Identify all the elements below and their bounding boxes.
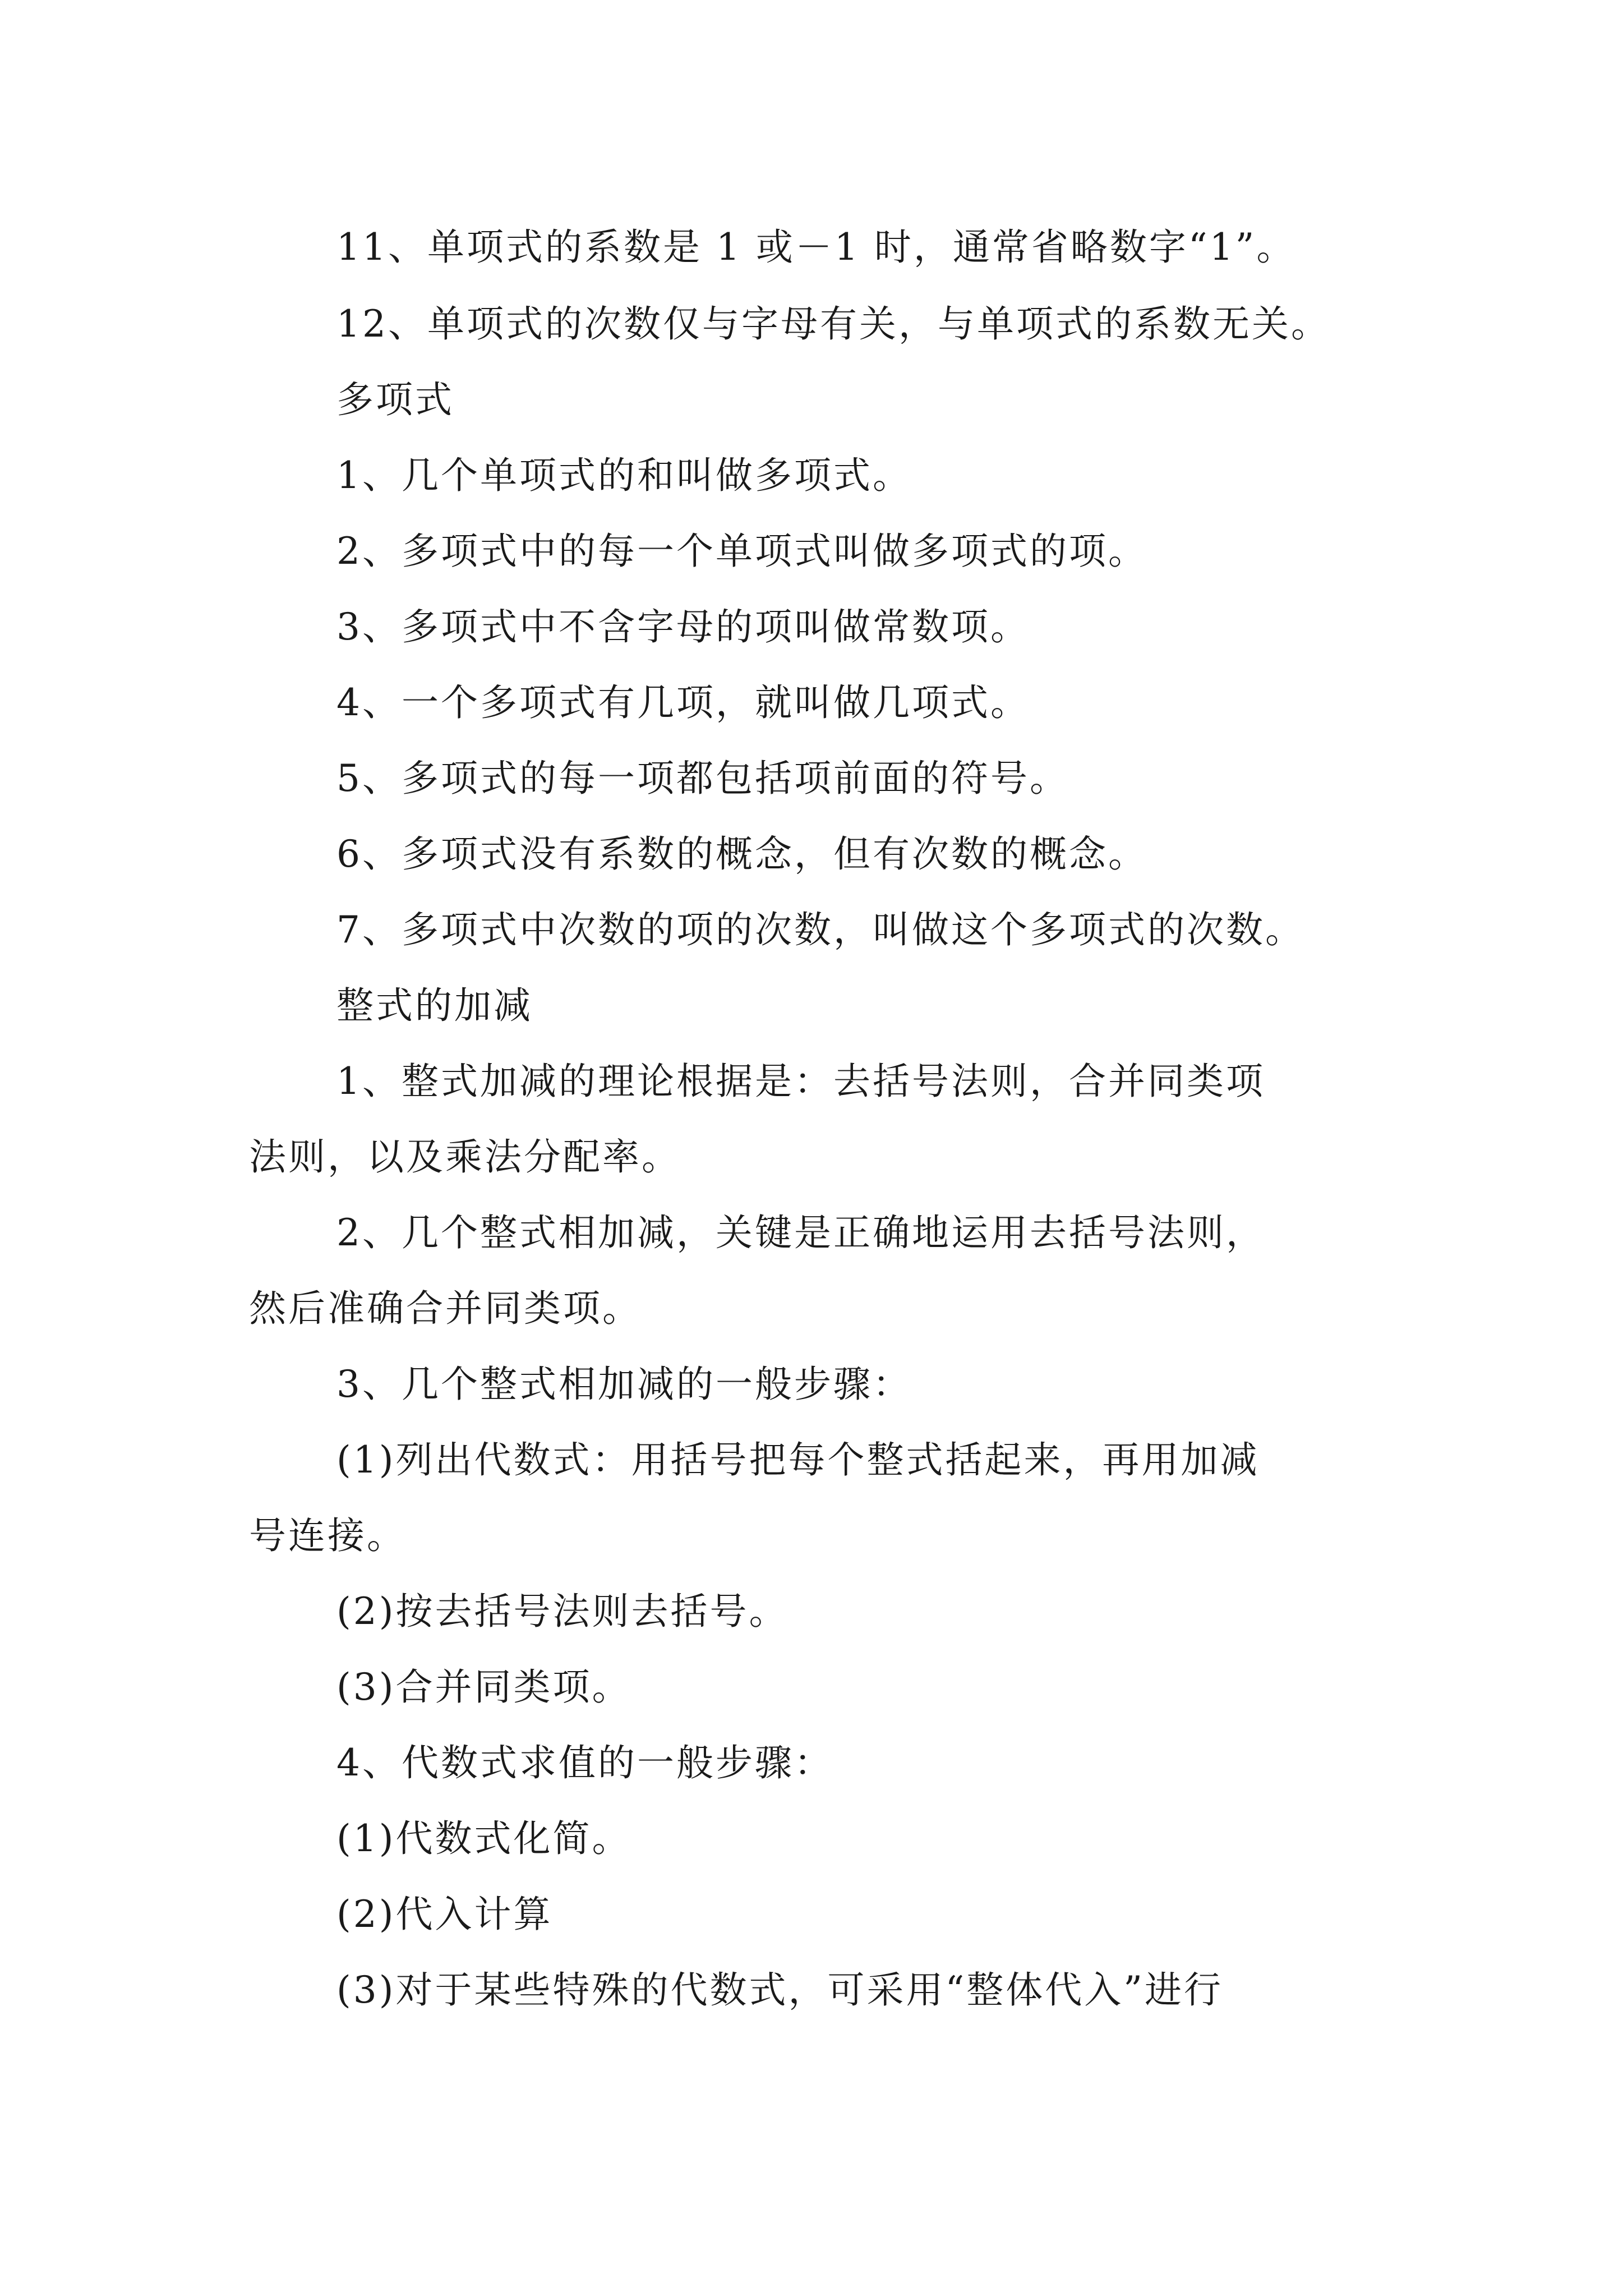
polynomial-rule-4: 4、一个多项式有几项，就叫做几项式。 <box>336 681 1030 724</box>
evaluation-step-1: (1)代数式化简。 <box>336 1817 631 1860</box>
addsub-step-1-line-1: (1)列出代数式：用括号把每个整式括起来，再用加减 <box>336 1438 1260 1481</box>
monomial-rule-11: 11、单项式的系数是 1 或－1 时，通常省略数字“1”。 <box>336 226 1296 269</box>
evaluation-step-3: (3)对于某些特殊的代数式，可采用“整体代入”进行 <box>336 1968 1223 2012</box>
polynomial-rule-1: 1、几个单项式的和叫做多项式。 <box>336 454 912 497</box>
addsub-heading: 整式的加减 <box>336 984 533 1027</box>
addsub-step-1-line-2: 号连接。 <box>249 1514 406 1557</box>
addsub-rule-3: 3、几个整式相加减的一般步骤： <box>336 1363 912 1406</box>
evaluation-rule-4: 4、代数式求值的一般步骤： <box>336 1741 833 1784</box>
addsub-rule-2-line-2: 然后准确合并同类项。 <box>249 1287 642 1330</box>
polynomial-heading: 多项式 <box>336 378 454 421</box>
polynomial-rule-6: 6、多项式没有系数的概念，但有次数的概念。 <box>336 832 1147 876</box>
polynomial-rule-3: 3、多项式中不含字母的项叫做常数项。 <box>336 605 1030 648</box>
polynomial-rule-5: 5、多项式的每一项都包括项前面的符号。 <box>336 757 1069 800</box>
addsub-step-2: (2)按去括号法则去括号。 <box>336 1590 789 1633</box>
monomial-rule-12: 12、单项式的次数仅与字母有关，与单项式的系数无关。 <box>336 302 1330 346</box>
addsub-rule-1-line-2: 法则，以及乘法分配率。 <box>249 1135 681 1179</box>
polynomial-rule-7: 7、多项式中次数的项的次数，叫做这个多项式的次数。 <box>336 908 1304 951</box>
addsub-rule-2-line-1: 2、几个整式相加减，关键是正确地运用去括号法则， <box>336 1211 1265 1254</box>
addsub-rule-1-line-1: 1、整式加减的理论根据是：去括号法则，合并同类项 <box>336 1060 1265 1103</box>
evaluation-step-2: (2)代入计算 <box>336 1893 553 1936</box>
addsub-step-3: (3)合并同类项。 <box>336 1665 631 1709</box>
polynomial-rule-2: 2、多项式中的每一个单项式叫做多项式的项。 <box>336 530 1147 573</box>
